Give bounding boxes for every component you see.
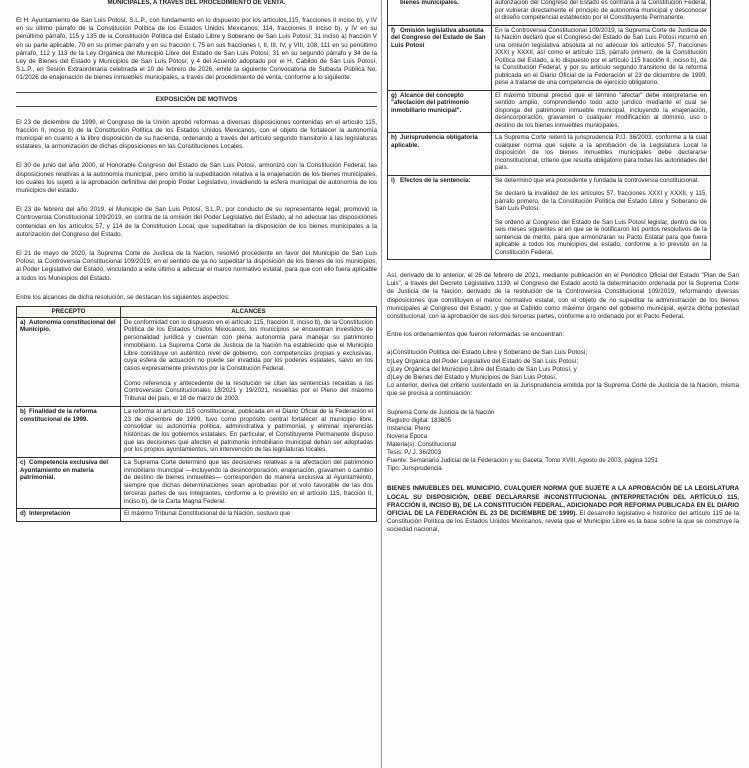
alcance-text: Se ordenó al Congreso del Estado de San Luis Potosí legislar, dentro de los seis meses siguientes al en que se le notificaron los puntos resolutivos de la sentencia de mérito, para que armonizaran su Pacto Estatal para que fuera aplicable a todos los municipios del estado, conforme a lo previsto en la Constitución Federal. xyxy=(495,218,707,256)
motive-paragraph-4: El 21 de mayo de 2020, la Suprema Corte de Justicia de la Nación, resolvió procedente en favor del Municipio de San Luis Potosí, la Controversia Constitucional 109/2019, en el sentido de ya no supeditar la disposición de los bienes de los municipios, al Poder Legislativo del Estado, vinculando a este último a adecuar el marco normativo estatal, para que con ello fuera aplicable a todos los Municipios del Estado. xyxy=(16,250,377,282)
reformed-laws-lead: Entre los ordenamientos que fueron reformadas se encuentran: xyxy=(387,331,565,339)
row-letter: a) xyxy=(20,318,26,326)
row-letter: h) xyxy=(391,134,397,141)
alcance-cell xyxy=(492,133,711,176)
motives-title: EXPOSICIÓN DE MOTIVOS xyxy=(16,92,377,107)
alcances-table-continued xyxy=(387,0,711,260)
alcance-text: Se declaró la invalidez de los artículos 57, fracciones XXXI y XXXII, y 115, párrafo primero, de la Constitución Política del Estado Libre y Soberano de San Luis Potosí. xyxy=(495,190,707,212)
alcance-text: La reforma al artículo 115 constitucional, publicada en el Diario Oficial de la Federación el 23 de diciembre de 1999, tuvo como propósito central fortalecer al municipio libre, consolidar su autonomía política, administrativa y patrimonial, y eliminar injerencias históricas de los gobiernos estatales. En particular, el Constituyente Permanente dispuso que las decisiones que afecten el patrimonio inmobiliario municipal deban ser adoptadas por los propios ayuntamientos, sin intervención de las legislaturas locales. xyxy=(124,407,373,454)
citation-line: Registro digital: 183605 xyxy=(387,416,452,424)
row-label: Omisión legislativa absoluta del Congreso del Estado de San Luis Potosí xyxy=(391,26,486,49)
alcance-cell xyxy=(121,509,377,522)
row-label: Efectos de la sentencia: xyxy=(400,176,471,184)
alcance-cell xyxy=(492,90,711,133)
motive-paragraph-1: El 23 de diciembre de 1999, el Congreso de la Unión aprobó reformas a diversas disposiciones contenidas en el artículo 115, fracción II, inciso b) de la Constitución Política de los Estados Unidos Mexicanos, con el objeto de fortalecer la autonomía municipal en cuanto a la libre disposición de su hacienda, ordenando a través del artículo segundo transitorio a las legislaturas estatales, la armonización de dichas disposiciones en las Constituciones Locales. xyxy=(16,118,377,151)
list-item: b)Ley Orgánica del Poder Legislativo del Estado de San Luis Potosí; xyxy=(387,357,579,365)
citation-line: Fuente: Semanario Judicial de la Federación y su Gaceta. Tomo XVIII, Agosto de 2003, página 1251 xyxy=(387,457,658,465)
alcance-text: La Suprema Corte reiteró la jurisprudencia P./J. 36/2003, conforme a la cual cualquier norma que sujete a la aprobación de la Legislatura Local la disposición de los bienes inmuebles municipales debe declararse inconstitucional, criterio que resulta obligatorio para todas las autoridades del país. xyxy=(495,134,707,171)
alcance-text: El máximo Tribunal Constitucional de la Nación, sostuvo que xyxy=(124,510,291,518)
list-item: d)Ley de Bienes del Estado y Municipios de San Luis Potosí. xyxy=(387,374,557,382)
citation-line: Instancia: Pleno xyxy=(387,424,431,432)
column-divider xyxy=(381,0,382,768)
row-label: Interpretación xyxy=(29,510,71,518)
row-label: Jurisprudencia obligatoria aplicable. xyxy=(391,134,478,149)
row-label: bienes municipales. xyxy=(400,0,459,6)
row-letter: c) xyxy=(20,459,26,467)
citation-line: Tesis: P./ J. 36/2003 xyxy=(387,449,442,457)
thesis-title: BIENES INMUEBLES DEL MUNICIPIO. CUALQUIER NORMA QUE SUJETE A LA APROBACIÓN DE LA LEGISLATURA LOCAL SU DISPOSICIÓN, DEBE DECLARARSE INCONSTITUCIONAL (INTERPRETACIÓN DEL ARTÍCULO 115, FRACCIÓN II, INCISO B), DE LA CONSTITUCIÓN FEDERAL, ADICIONADO POR REFORMA PUBLICADA EN EL DIARIO OFICIAL DE LA FEDERACIÓN EL 23 DE DICIEMBRE DE 1999). xyxy=(387,485,739,517)
table-row xyxy=(17,317,377,406)
citation-line: Tipo: Jurisprudencia xyxy=(387,465,442,473)
precepto-cell xyxy=(388,175,492,260)
row-label: Finalidad de la reforma constitucional de 1999. xyxy=(20,407,97,423)
table-lead: Entre los alcances de dicha resolución, se destacan los siguientes aspectos: xyxy=(16,293,230,301)
precepto-cell xyxy=(388,133,492,176)
right-body xyxy=(387,272,739,535)
alcance-cell xyxy=(492,175,711,260)
right-column xyxy=(387,0,739,768)
alcance-cell xyxy=(121,406,377,457)
alcance-text: El máximo tribunal precisó que el término "afectar" debe interpretarse en sentido amplio, comprendiendo todo acto jurídico mediante el cual se disponga del patrimonio inmueble municipal, incluyendo la enajenación, desincorporación, gravamen o cualquier modificación al dominio, uso o destino de los bienes inmuebles municipales. xyxy=(495,91,707,129)
citation-line: Materia(s): Constitucional xyxy=(387,441,457,449)
table-row xyxy=(17,509,377,522)
precepto-cell xyxy=(388,25,492,90)
row-label: Competencia exclusiva del Ayuntamiento en materia patrimonial. xyxy=(20,459,109,482)
precepto-cell xyxy=(17,317,121,406)
precepto-cell xyxy=(17,509,121,522)
alcance-cell xyxy=(121,317,377,406)
decree-paragraph: Así, derivado de lo anterior, el 26 de febrero de 2021, mediante publicación en el Periódico Oficial del Estado "Plan de San Luis", a través del Decreto Legislativo 1139, el Congreso del Estado acotó la determinación ordenada por la Suprema Corte de Justicia de la Nación, derivado de la resolución de la Controversia Constitucional 109/2019, reformando diversas disposiciones que constituyen el marco normativo estatal, con el objeto de no supeditar la administración de los bienes municipales al Congreso del Estado; y que el Cabildo como máximo órgano del gobierno municipal, ejerza dicha potestad constitucional, con la aprobación de sus dos terceras partes, conforme a lo ordenado por el Pacto Federal. xyxy=(387,272,739,321)
header-alcances: ALCANCES xyxy=(121,307,377,318)
left-column xyxy=(16,0,377,768)
row-letter: i) xyxy=(391,176,395,184)
alcance-text: Se determinó que era procedente y fundada la controversia constitucional. xyxy=(495,176,699,184)
table-row xyxy=(388,25,711,90)
row-label: Autonomía constitucional del Municipio. xyxy=(20,318,116,334)
row-letter: b) xyxy=(20,407,26,415)
alcances-table xyxy=(16,306,377,522)
row-letter: g) xyxy=(391,91,397,99)
row-label: Alcance del concepto "afectación del patrimonio inmobiliario municipal". xyxy=(391,91,469,114)
jurisprudence-thesis xyxy=(387,485,739,534)
row-letter: d) xyxy=(20,510,26,518)
thesis-body: El desarrollo legislativo e histórico del artículo 115 de la Constitución Política de los Estados Unidos Mexicanos, revela que el Municipio Libre es la base sobre la que se construye la sociedad nacional, xyxy=(387,510,739,534)
convocatoria-heading: MUNICIPALES, A TRAVÉS DEL PROCEDIMIENTO DE VENTA. xyxy=(107,0,286,6)
alcance-text: En la Controversia Constitucional 109/2019, la Suprema Corte de Justicia de la Nación declaró que el Congreso del Estado de San Luis Potosí incurrió en una omisión legislativa absoluta al no adecuar los artículos 57, fracciones XXXI y XXXII, así como el artículo 115, párrafo primero, de la Constitución Política del Estado, a lo dispuesto por el artículo 115 fracción II, inciso b), de la Constitución Federal, y por su artículo segundo transitorio de la reforma publicada en el Diario Oficial de la Federación el 23 de diciembre de 1999, pese a tratarse de una competencia de ejercicio obligatorio. xyxy=(495,26,707,86)
jurisprudence-lead: Lo anterior, deriva del criterio sustentado en la Jurisprudencia emitida por la Suprema Corte de Justicia de la Nación, misma que se precisa a continuación: xyxy=(387,382,739,398)
alcance-text: La Suprema Corte determinó que las decisiones relativas a la afectación del patrimonio inmobiliario municipal —incluyendo la desincorporación, enajenación, gravamen o cambio de destino de bienes inmuebles— corresponden de manera exclusiva al Ayuntamiento, siempre que dichas determinaciones sean aprobadas por el voto favorable de las dos terceras partes de sus integrantes, conforme a lo previsto en el artículo 115, fracción II, inciso b), de la Carta Magna Federal. xyxy=(124,459,373,505)
row-letter: f) xyxy=(391,26,396,34)
alcance-cell xyxy=(121,458,377,509)
table-row xyxy=(388,133,711,176)
table-row xyxy=(388,175,711,260)
jurisprudence-citation xyxy=(387,409,739,474)
table-header-row xyxy=(17,307,377,318)
motive-paragraph-3: El 23 de febrero del año 2019, el Municipio de San Luis Potosí, S.L.P., por conducto de su representante legal, promovió la Controversia Constitucional 109/2019, en contra de la omisión del Poder Legislativo del Estado, al no adecuar las disposiciones contenidas en los artículos 57, y 114 de la Constitución Local, que supeditaban la disposición de los bienes municipales a la autorización del Congreso del Estado. xyxy=(16,206,377,238)
alcance-text: De conformidad con lo dispuesto en el artículo 115, fracción II, inciso b), de la Constitución Política de los Estados Unidos Mexicanos, los municipios se encuentran investidos de personalidad jurídica y cuentan con plena autonomía para manejar su patrimonio inmobiliario. La Suprema Corte de Justicia de la Nación ha establecido que el Municipio Libre constituye un auténtico nivel de gobierno, con competencias propias y exclusivas, cuya esfera de actuación no puede ser invadida por los poderes estatales, salvo en los casos expresamente previstos por la Constitución Federal. xyxy=(124,318,373,372)
alcance-text: Como referencia y antecedente de la resolución se citan las sentencias recaídas a las Controversias Constitucionales 18/2021 y 19/2021, resueltas por el Pleno del máximo Tribunal del país, el 18 de marzo de 2003. xyxy=(124,379,373,403)
table-row xyxy=(17,406,377,457)
table-row xyxy=(388,0,711,25)
list-item: c)Ley Orgánica del Municipio Libre del Estado de San Luis Potosí, y xyxy=(387,365,577,373)
alcance-cell xyxy=(492,0,711,25)
precepto-cell xyxy=(388,90,492,133)
header-precepto: PRECEPTO xyxy=(17,307,121,318)
table-row xyxy=(17,458,377,509)
precepto-cell xyxy=(17,406,121,457)
citation-line: Novena Época xyxy=(387,432,427,440)
citation-line: Suprema Corte de Justicia de la Nación xyxy=(387,408,495,416)
intro-paragraph: El H. Ayuntamiento de San Luis Potosí, S.L.P., con fundamento en lo dispuesto por los artículos,115, fracciones II inciso b), y IV en su último párrafo de la Constitución Política de los Estados Unidos Mexicanos; 114, fracciones II inciso b), y IV en su penúltimo párrafo, 115 y 135 de la Constitución Política del Estado Libre y Soberano de San Luis Potosí; 31 inciso a) fracción V en su parte aplicable, 70 en su primer párrafo y en su fracción I, 75 en sus fracciones I, II, III, IV, y VIII, 108, 111 en su penúltimo párrafo, 112 y 113 de la Ley Orgánica del Municipio Libre del Estado de San Luis Potosí; 31 en su segundo párrafo y 34 de la Ley de Bienes del Estado y Municipios de San Luis Potosí; y 4 del Acuerdo adoptado por el H. Cabildo de San Luis Potosí, S.L.P., en Sesión Extraordinaria celebrada el 10 de febrero de 2026, emite la siguiente Convocatoria de Subasta Pública No. 01/2026 de enajenación de bienes inmuebles municipales, a través del procedimiento de venta, conforme a lo siguiente: xyxy=(16,17,377,82)
motive-paragraph-2: El 30 de junio del año 2000, el Honorable Congreso del Estado de San Luis Potosí, armonizó con la Constitución Federal, las disposiciones relativas a la autonomía municipal, pero omitió la supeditación relativa a la enajenación de los bienes municipales, los cuales los sujetó a la aprobación definitiva del propio Poder Legislativo, invadiendo la esfera municipal de autonomía de los municipios del estado. xyxy=(16,162,377,195)
reformed-laws-list xyxy=(387,349,739,382)
precepto-cell xyxy=(388,0,492,25)
alcance-cell xyxy=(492,25,711,90)
precepto-cell xyxy=(17,458,121,509)
alcance-text: autorización del Congreso del Estado es contraria a la Constitución Federal, por vulnerar directamente el principio de autonomía municipal y desconocer el diseño competencial establecido por el Constituyente Permanente. xyxy=(495,0,707,21)
table-row xyxy=(388,90,711,133)
list-item: a)Constitución Política del Estado Libre y Soberano de San Luis Potosí; xyxy=(387,349,588,357)
